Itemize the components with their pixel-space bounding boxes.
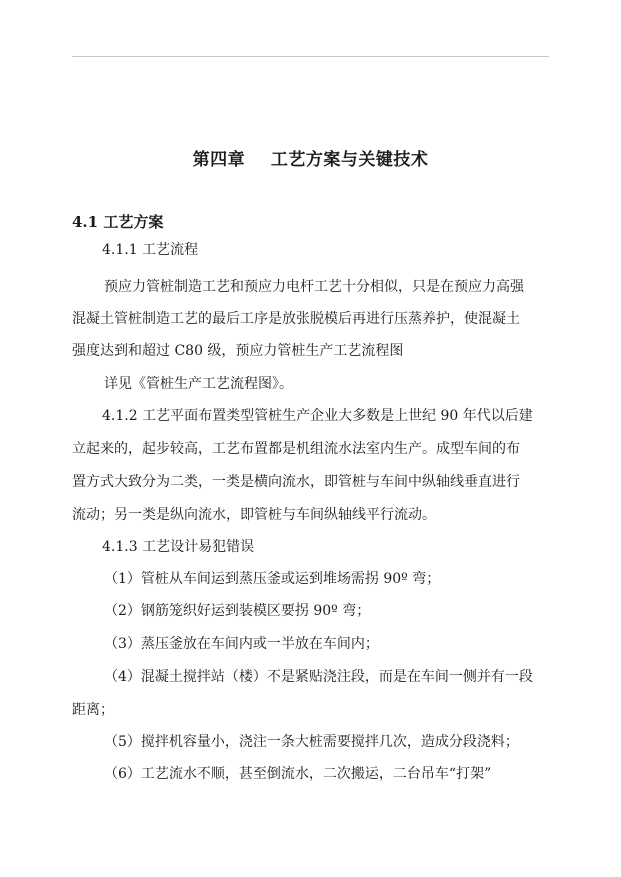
paragraph-line: 混凝土管桩制造工艺的最后工序是放张脱模后再进行压蒸养护，使混凝土 bbox=[72, 311, 520, 327]
paragraph-line: 立起来的，起步较高，工艺布置都是机组流水法室内生产。成型车间的布 bbox=[72, 441, 520, 457]
paragraph-line: 置方式大致分为二类，一类是横向流水，即管桩与车间中纵轴线垂直进行 bbox=[72, 474, 520, 490]
list-item-continuation: 距离； bbox=[72, 702, 114, 718]
list-item: （1）管桩从车间运到蒸压釜或运到堆场需拐 90º 弯； bbox=[104, 571, 441, 587]
section-title: 4.1 工艺方案 bbox=[72, 213, 164, 231]
subsection-heading-4-1-1: 4.1.1 工艺流程 bbox=[102, 242, 199, 258]
paragraph-line: 预应力管桩制造工艺和预应力电杆工艺十分相似，只是在预应力高强 bbox=[104, 279, 524, 295]
paragraph-line: 4.1.2 工艺平面布置类型管桩生产企业大多数是上世纪 90 年代以后建 bbox=[102, 408, 533, 424]
chapter-title: 第四章 工艺方案与关键技术 bbox=[192, 150, 429, 170]
paragraph-line: 强度达到和超过 C80 级，预应力管桩生产工艺流程图 bbox=[72, 343, 404, 359]
list-item: （2）钢筋笼织好运到装模区要拐 90º 弯； bbox=[104, 603, 371, 619]
header-rule bbox=[72, 56, 549, 57]
paragraph-line: 流动；另一类是纵向流水，即管桩与车间纵轴线平行流动。 bbox=[72, 507, 436, 523]
subsection-heading-4-1-3: 4.1.3 工艺设计易犯错误 bbox=[102, 539, 255, 555]
paragraph-line: 详见《管桩生产工艺流程图》。 bbox=[104, 376, 293, 392]
list-item: （3）蒸压釜放在车间内或一半放在车间内； bbox=[104, 636, 379, 652]
list-item: （6）工艺流水不顺，甚至倒流水，二次搬运，二台吊车“打架” bbox=[104, 766, 492, 782]
list-item: （4）混凝土搅拌站（楼）不是紧贴浇注段，而是在车间一侧并有一段 bbox=[104, 669, 533, 685]
list-item: （5）搅拌机容量小，浇注一条大桩需要搅拌几次，造成分段浇料； bbox=[104, 734, 519, 750]
